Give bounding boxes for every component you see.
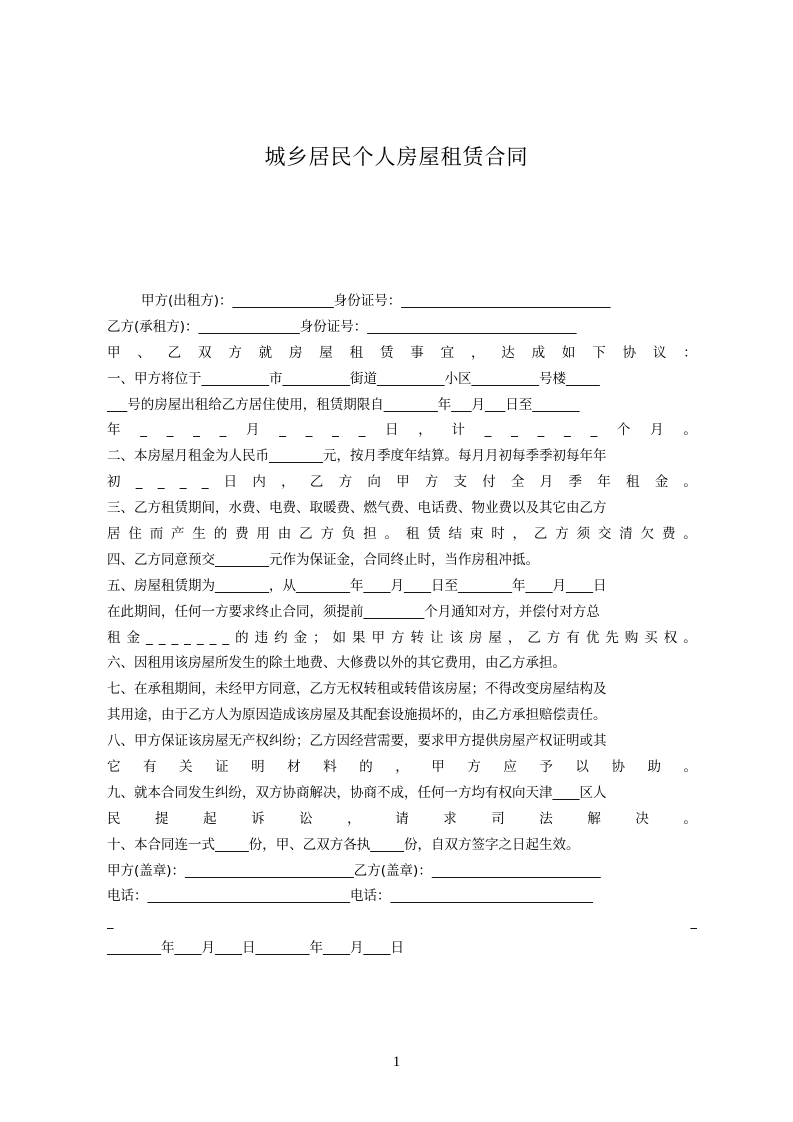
justified-char: 解 <box>587 810 601 827</box>
justified-char: 应 <box>503 759 517 776</box>
clause-1-line-2: ___号的房屋出租给乙方居住使用，租赁期限自________年___月___日至_______ <box>107 396 580 413</box>
justified-char: 宜 <box>440 344 455 361</box>
justified-char: 生 <box>192 526 206 543</box>
justified-char: 事 <box>410 344 424 361</box>
justified-char: _ <box>279 422 286 439</box>
justified-char: 月 <box>539 474 554 491</box>
justified-char: 讼 <box>299 810 313 827</box>
justified-char: 优 <box>585 629 600 646</box>
justified-char: _ <box>179 474 187 491</box>
clause-1-line-3 <box>107 418 697 444</box>
justified-char: 约 <box>274 629 288 646</box>
phone-line: 电话：______________________________电话：______________________________ <box>107 888 593 905</box>
clause-2-line-1: 二、本房屋月租金为人民币________元，按月季度年结算。每月月初每季季初每年年 <box>107 448 607 465</box>
edge-mark-right: _ <box>690 915 697 931</box>
justified-char: 计 <box>451 422 465 439</box>
justified-char: 欠 <box>640 526 655 543</box>
justified-char: 关 <box>179 759 193 776</box>
justified-char: _ <box>305 422 313 439</box>
justified-char: 方 <box>390 629 405 646</box>
clause-5-line-1: 五、房屋租赁期为________，从________年____月____日至________年____月____日 <box>107 577 607 594</box>
justified-char: 乙 <box>167 344 182 361</box>
justified-char: 方 <box>467 759 481 776</box>
justified-char: _ <box>511 422 518 439</box>
justified-char: 负 <box>341 526 356 543</box>
clause-3-line-2 <box>107 522 697 548</box>
justified-char: 转 <box>410 629 424 646</box>
justified-char: 产 <box>171 526 185 543</box>
justified-char: 提 <box>155 810 169 827</box>
justified-char: 金 <box>293 629 308 646</box>
justified-char: 证 <box>215 759 229 776</box>
underline-continuation <box>107 910 697 936</box>
justified-char: _ <box>166 422 174 439</box>
justified-char: 的 <box>235 629 249 646</box>
justified-char: 议 <box>652 344 667 361</box>
justified-char: 担 <box>363 526 377 543</box>
justified-char: 个 <box>616 422 631 439</box>
justified-char: 予 <box>539 759 553 776</box>
justified-char: 方 <box>424 474 439 491</box>
justified-char: 方 <box>546 629 561 646</box>
justified-char: 助 <box>647 759 661 776</box>
justified-char: 该 <box>449 629 463 646</box>
clause-7-line-1: 七、在承租期间，未经甲方同意，乙方无权转租或转借该房屋；不得改变房屋结构及 <box>107 681 607 698</box>
justified-char: _ <box>196 629 204 646</box>
justified-char: 须 <box>576 526 591 543</box>
justified-char: ； <box>313 629 327 646</box>
justified-char: 的 <box>359 759 373 776</box>
justified-char: 日 <box>223 474 238 491</box>
justified-char: 由 <box>277 526 292 543</box>
justified-char: ， <box>507 629 522 646</box>
justified-char: _ <box>201 474 209 491</box>
justified-char: 方 <box>338 474 353 491</box>
clause-5-line-3 <box>107 626 697 652</box>
justified-char: 月 <box>246 422 260 439</box>
page-number: 1 <box>392 1054 401 1070</box>
justified-char: 年 <box>107 422 121 439</box>
justified-char: 。 <box>683 422 697 439</box>
justified-char: _ <box>140 422 147 439</box>
justified-char: 让 <box>429 629 444 646</box>
justified-char: 请 <box>395 810 409 827</box>
justified-char: ， <box>281 474 295 491</box>
clause-6-line: 六、因租用该房屋所发生的除土地费、大修费以外的其它费用，由乙方承担。 <box>107 655 566 672</box>
clause-7-line-2: 其用途，由于乙方人为原因造成该房屋及其配套设施损坏的，由乙方承担赔偿责任。 <box>107 707 607 724</box>
clause-8-line-2 <box>107 755 697 781</box>
justified-char: 付 <box>482 474 496 491</box>
justified-char: 向 <box>367 474 381 491</box>
justified-char: 租 <box>405 526 420 543</box>
justified-char: 明 <box>251 759 265 776</box>
justified-char: 支 <box>453 474 468 491</box>
justified-char: 金 <box>126 629 140 646</box>
justified-char: 料 <box>323 759 337 776</box>
justified-char: _ <box>157 474 165 491</box>
clause-9-line-2 <box>107 807 697 833</box>
justified-char: 而 <box>149 526 164 543</box>
justified-char: 方 <box>320 526 334 543</box>
justified-char: 金 <box>654 474 669 491</box>
justified-char: 居 <box>107 526 121 543</box>
justified-char: 。 <box>683 474 697 491</box>
justified-char: _ <box>171 629 179 646</box>
justified-char: 季 <box>568 474 582 491</box>
justified-char: 。 <box>683 759 697 776</box>
justified-char: 决 <box>635 810 649 827</box>
justified-char: 方 <box>228 344 242 361</box>
justified-char: 。 <box>683 810 697 827</box>
justified-char: 费 <box>661 526 676 543</box>
justified-char: _ <box>135 474 143 491</box>
justified-char: 租 <box>107 629 121 646</box>
justified-char: 有 <box>143 759 157 776</box>
justified-char: _ <box>145 629 153 646</box>
justified-char: _ <box>484 422 492 439</box>
justified-char: ， <box>512 526 527 543</box>
justified-char: 甲 <box>431 759 445 776</box>
justified-char: 甲 <box>396 474 410 491</box>
justified-char: _ <box>537 422 545 439</box>
justified-char: 就 <box>258 344 273 361</box>
justified-char: 有 <box>566 629 580 646</box>
justified-char: 。 <box>384 526 398 543</box>
justified-char: 初 <box>107 474 121 491</box>
justified-char: 方 <box>555 526 569 543</box>
justified-char: 月 <box>650 422 664 439</box>
page-title: 城乡居民个人房屋租赁合同 <box>264 145 529 169</box>
justified-char: 房 <box>288 344 303 361</box>
justified-char: 协 <box>622 344 637 361</box>
justified-char: 乙 <box>309 474 324 491</box>
justified-char: _ <box>209 629 217 646</box>
justified-char: 、 <box>137 344 151 361</box>
justified-char: 甲 <box>107 344 121 361</box>
justified-char: 屋 <box>319 344 333 361</box>
justified-char: _ <box>222 629 230 646</box>
justified-char: 租 <box>349 344 364 361</box>
justified-char: 司 <box>491 810 505 827</box>
justified-char: 达 <box>501 344 515 361</box>
party-b-line: 乙方(承租方)：_______________身份证号：_______________________________ <box>107 318 577 335</box>
justified-char: 买 <box>644 629 658 646</box>
justified-char: _ <box>564 422 571 439</box>
justified-char: 诉 <box>251 810 265 827</box>
signature-line: 甲方(盖章)：_________________________乙方(盖章)：_________________________ <box>107 862 601 879</box>
justified-char: 协 <box>611 759 625 776</box>
clause-1-line-1: 一、甲方将位于__________市__________街道__________小区__________号楼_____ <box>107 370 600 387</box>
justified-char: 如 <box>332 629 347 646</box>
justified-char: 乙 <box>299 526 313 543</box>
justified-char: 房 <box>468 629 483 646</box>
justified-char: ， <box>395 759 409 776</box>
justified-char: _ <box>332 422 339 439</box>
justified-char: 交 <box>597 526 612 543</box>
justified-char: 民 <box>107 810 121 827</box>
justified-char: _ <box>358 422 366 439</box>
justified-char: 日 <box>385 422 399 439</box>
justified-char: 。 <box>683 526 697 543</box>
justified-char: 费 <box>235 526 249 543</box>
justified-char: ， <box>347 810 361 827</box>
justified-char: 乙 <box>527 629 541 646</box>
justified-char: _ <box>193 422 200 439</box>
agreement-intro-line <box>107 341 697 367</box>
justified-char: 成 <box>531 344 546 361</box>
clause-8-line-1: 八、甲方保证该房屋无产权纠纷；乙方因经营需要，要求甲方提供房屋产权证明或其 <box>107 733 607 750</box>
justified-char: 用 <box>256 526 270 543</box>
clause-3-line-1: 三、乙方租赁期间，水费、电费、取暖费、燃气费、电话费、物业费以及其它由乙方 <box>107 500 607 517</box>
justified-char: 下 <box>592 344 606 361</box>
justified-char: 。 <box>683 629 697 646</box>
clause-9-line-1: 九、就本合同发生纠纷，双方协商解决，协商不成，任何一方均有权向天津____区人 <box>107 784 607 801</box>
justified-char: 违 <box>254 629 269 646</box>
justified-char: 求 <box>443 810 457 827</box>
justified-char: _ <box>184 629 191 646</box>
clause-10-line: 十、本合同连一式_____份，甲、乙双方各执_____份，自双方签字之日起生效。 <box>107 836 580 853</box>
justified-char: 内 <box>252 474 266 491</box>
justified-char: 权 <box>663 629 678 646</box>
party-a-line: 甲方(出租方)：_______________身份证号：_______________________________ <box>141 293 611 309</box>
justified-char: 租 <box>625 474 640 491</box>
clause-2-line-2 <box>107 470 697 496</box>
justified-char: 以 <box>575 759 589 776</box>
justified-char: 它 <box>107 759 121 776</box>
date-line: ________年____月____日________年____月____日 <box>107 940 404 957</box>
edge-mark-left: _ <box>107 915 114 931</box>
justified-char: 果 <box>352 629 366 646</box>
justified-char: ， <box>470 344 485 361</box>
justified-char: 起 <box>203 810 217 827</box>
justified-char: 购 <box>624 629 639 646</box>
justified-char: 法 <box>539 810 553 827</box>
justified-char: 双 <box>197 344 212 361</box>
justified-char: 束 <box>469 526 484 543</box>
justified-char: 时 <box>491 526 505 543</box>
justified-char: _ <box>158 629 166 646</box>
contract-body <box>107 289 697 962</box>
justified-char: 屋 <box>488 629 502 646</box>
clause-4-line: 四、乙方同意预交________元作为保证金，合同终止时，当作房租冲抵。 <box>107 551 539 568</box>
justified-char: 年 <box>597 474 611 491</box>
justified-char: 结 <box>448 526 462 543</box>
justified-char: 全 <box>511 474 525 491</box>
justified-char: 材 <box>287 759 301 776</box>
clause-5-line-2: 在此期间，任何一方要求终止合同，须提前_________个月通知对方，并偿付对方总 <box>107 603 600 620</box>
justified-char: 赁 <box>427 526 441 543</box>
justified-char: _ <box>219 422 227 439</box>
justified-char: 赁 <box>379 344 394 361</box>
justified-char: 的 <box>213 526 228 543</box>
justified-char: 住 <box>128 526 142 543</box>
justified-char: 先 <box>605 629 619 646</box>
justified-char: _ <box>590 422 598 439</box>
justified-char: 乙 <box>533 526 548 543</box>
justified-char: 清 <box>619 526 633 543</box>
justified-char: 甲 <box>371 629 385 646</box>
justified-char: 如 <box>561 344 576 361</box>
justified-char: ： <box>683 344 697 361</box>
justified-char: ， <box>418 422 432 439</box>
